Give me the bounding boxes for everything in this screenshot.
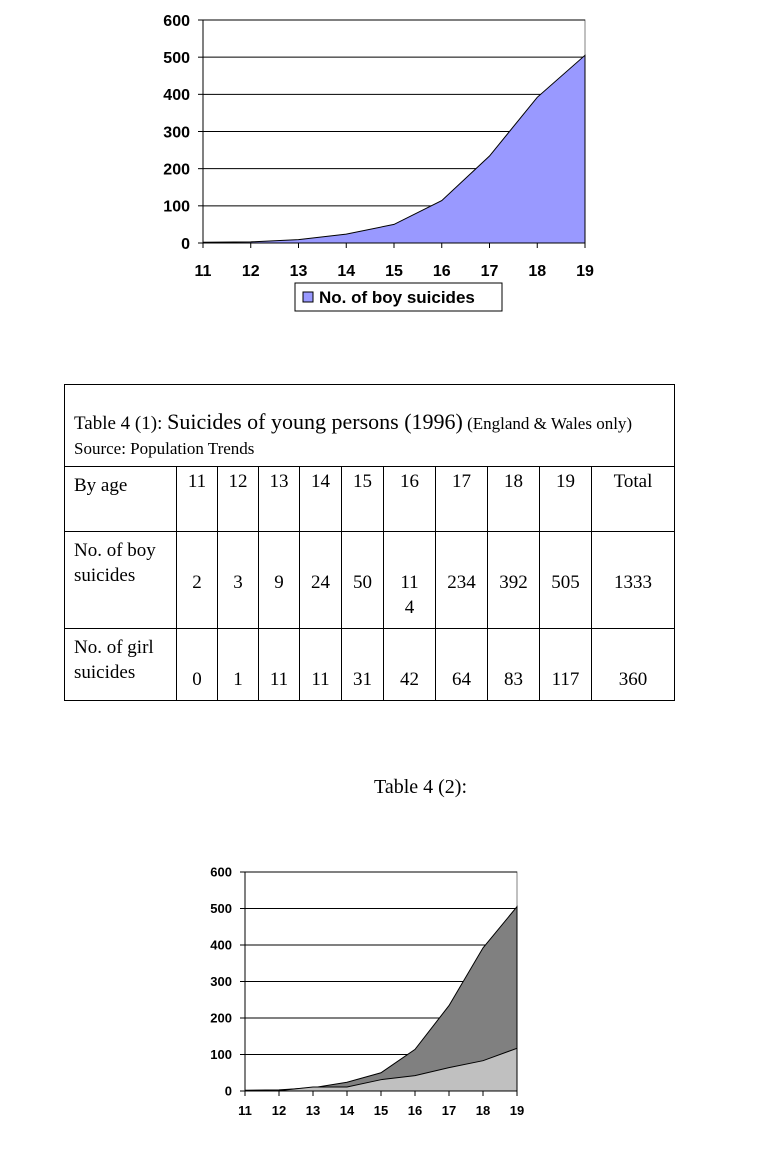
boy-girl-suicides-area-chart (0, 860, 780, 1130)
table-cell: 360 (592, 629, 675, 701)
table-cell: 9 (259, 532, 300, 629)
x-tick-label: 18 (528, 263, 547, 280)
x-tick-label: 13 (289, 263, 308, 280)
table-cell: 505 (540, 532, 592, 629)
table-cell: 24 (300, 532, 342, 629)
x-tick-label: 12 (241, 263, 260, 280)
x-tick-label: 11 (238, 1103, 252, 1118)
x-tick-label: 19 (576, 263, 594, 280)
y-tick-label: 200 (163, 161, 190, 179)
table-caption-note: (England & Wales only) Source: Population Trends (74, 414, 633, 458)
table-cell: 16 (384, 467, 436, 532)
table-cell: Total (592, 467, 675, 532)
table-cell: 64 (436, 629, 488, 701)
y-tick-label: 600 (163, 12, 190, 30)
table-cell: 1333 (592, 532, 675, 629)
table-cell: 3 (218, 532, 259, 629)
y-tick-label: 300 (210, 974, 232, 990)
table-cell: 13 (259, 467, 300, 532)
y-tick-label: 0 (181, 235, 190, 253)
table-cell: 11 (177, 467, 218, 532)
x-tick-label: 17 (441, 1103, 457, 1118)
row-label-boy-suicides: No. of boy suicides (65, 532, 177, 629)
table-cell: 14 (300, 467, 342, 532)
table-cell: 17 (436, 467, 488, 532)
x-tick-label: 14 (339, 1103, 355, 1118)
table-cell: 1 (218, 629, 259, 701)
table-caption (65, 385, 675, 467)
legend-label: No. of boy suicides (319, 288, 475, 307)
y-tick-label: 100 (163, 198, 190, 216)
table-cell: 11 (259, 629, 300, 701)
table-cell: 12 (218, 467, 259, 532)
table-cell: 392 (488, 532, 540, 629)
table-cell: 117 (540, 629, 592, 701)
table-caption-title: Suicides of young persons (1996) (167, 409, 463, 434)
x-tick-label: 16 (407, 1103, 423, 1118)
y-tick-label: 0 (224, 1083, 232, 1099)
table-cell: 83 (488, 629, 540, 701)
table-cell: 234 (436, 532, 488, 629)
table-row-age (65, 467, 675, 532)
legend-swatch (303, 292, 313, 302)
x-tick-label: 14 (337, 263, 356, 280)
x-tick-label: 15 (385, 263, 403, 280)
suicides-table-container (64, 384, 675, 701)
x-tick-label: 13 (305, 1103, 321, 1118)
y-tick-label: 200 (210, 1010, 232, 1026)
suicides-table (64, 384, 675, 701)
table-cell: 19 (540, 467, 592, 532)
table-cell: 11 (300, 629, 342, 701)
row-label-age: By age (65, 467, 177, 532)
x-tick-label: 16 (432, 263, 451, 280)
table-4-2-title: Table 4 (2): (374, 776, 468, 798)
y-tick-label: 600 (210, 864, 232, 880)
table-cell: 15 (342, 467, 384, 532)
x-tick-label: 12 (271, 1103, 287, 1118)
table-cell: 114 (384, 532, 436, 629)
x-tick-label: 19 (509, 1103, 525, 1118)
table-cell: 18 (488, 467, 540, 532)
table-cell: 50 (342, 532, 384, 629)
y-tick-label: 400 (210, 937, 232, 953)
table-cell: 2 (177, 532, 218, 629)
y-tick-label: 300 (163, 124, 190, 142)
boy-suicides-area-chart (0, 0, 780, 330)
table-cell: 42 (384, 629, 436, 701)
x-tick-label: 15 (373, 1103, 389, 1118)
table-caption-label: Table 4 (1): (74, 413, 168, 434)
x-tick-label: 18 (475, 1103, 491, 1118)
x-tick-label: 11 (194, 263, 212, 280)
table-cell: 0 (177, 629, 218, 701)
table-cell: 31 (342, 629, 384, 701)
row-label-girl-suicides: No. of girl suicides (65, 629, 177, 701)
table-row-girl-suicides (65, 629, 675, 701)
y-tick-label: 100 (210, 1047, 232, 1063)
y-tick-label: 500 (210, 901, 232, 917)
x-tick-label: 17 (480, 263, 499, 280)
y-tick-label: 500 (163, 49, 190, 67)
y-tick-label: 400 (163, 87, 190, 105)
table-row-boy-suicides (65, 532, 675, 629)
